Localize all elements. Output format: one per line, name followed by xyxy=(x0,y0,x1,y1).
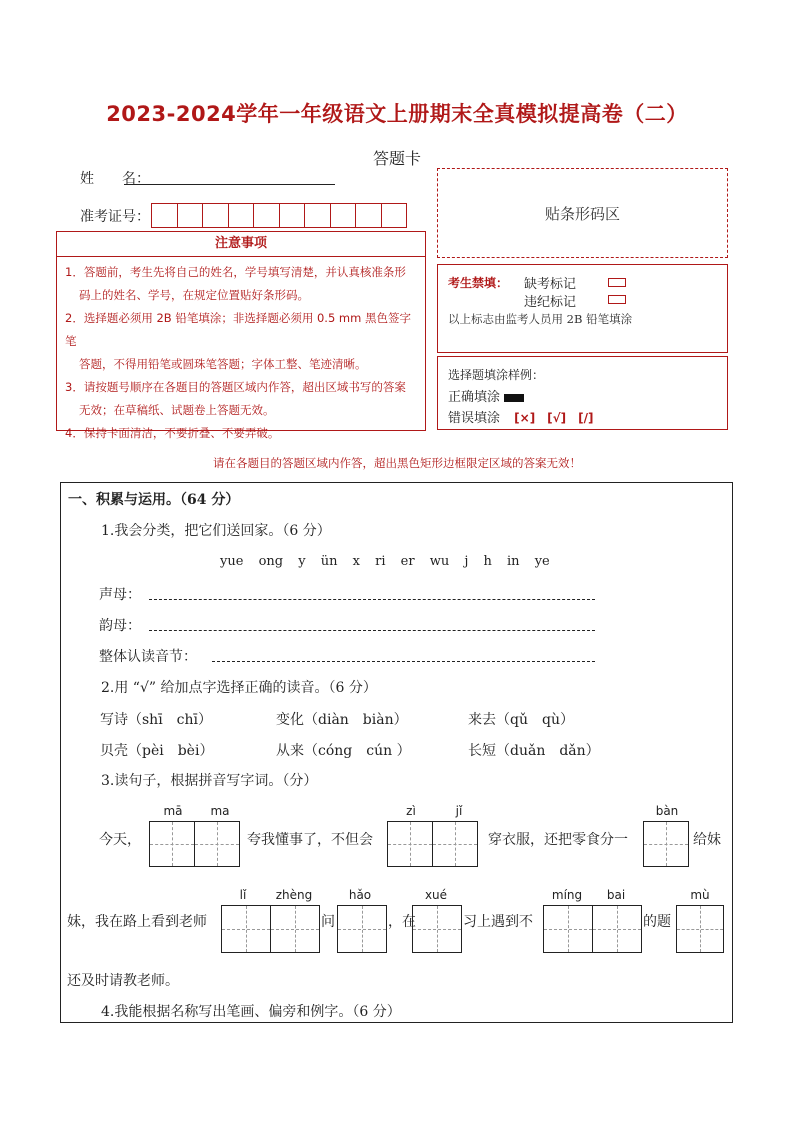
q3-title: 3.读句子，根据拼音写字词。（分） xyxy=(101,773,318,789)
q2-item: 变化（diàn biàn） xyxy=(276,712,408,728)
q3-text: 妹，我在路上看到老师 xyxy=(67,914,207,930)
q4-title: 4.我能根据名称写出笔画、偏旁和例字。（6 分） xyxy=(101,1004,401,1020)
q3-text: 今天， xyxy=(99,832,141,848)
pinyin-label: lǐ xyxy=(239,888,247,902)
yunmu-label: 韵母： xyxy=(99,618,141,634)
notice-item: 1．答题前，考生先将自己的姓名，学号填写清楚，并认真核准条形 码上的姓名、学号，在规定位置贴好条形码。 xyxy=(65,265,406,302)
pinyin-label: bàn xyxy=(655,804,679,818)
section-1-heading: 一、积累与运用。（64 分） xyxy=(68,492,240,508)
q3-text: 的题 xyxy=(643,914,671,930)
char-grid[interactable] xyxy=(221,905,319,953)
answer-card-subtitle: 答题卡 xyxy=(372,149,421,168)
id-label: 准考证号： xyxy=(80,209,150,225)
q1-title: 1.我会分类，把它们送回家。（6 分） xyxy=(101,523,331,539)
pinyin-label: jǐ xyxy=(455,804,463,818)
pinyin-label: mā xyxy=(163,804,183,818)
q2-item: 来去（qǔ qù） xyxy=(468,712,574,728)
q3-text: 给妹 xyxy=(693,832,721,848)
pinyin-label: zhèng xyxy=(275,888,313,902)
tianzige-cell[interactable] xyxy=(387,821,433,867)
tianzige-cell[interactable] xyxy=(149,821,195,867)
tianzige-cell[interactable] xyxy=(432,821,478,867)
correct-fill-label: 正确填涂 xyxy=(448,390,501,405)
tianzige-cell[interactable] xyxy=(592,905,642,953)
char-grid[interactable] xyxy=(149,821,239,867)
zhengti-answer-line[interactable] xyxy=(212,660,595,662)
pinyin-label: ma xyxy=(210,804,230,818)
id-digit-box[interactable] xyxy=(279,203,306,228)
tianzige-cell[interactable] xyxy=(543,905,593,953)
q3-text: 夸我懂事了，不但会 xyxy=(247,832,373,848)
pinyin-label: bai xyxy=(606,888,626,902)
pinyin-label: míng xyxy=(551,888,583,902)
q2-item: 长短（duǎn dǎn） xyxy=(468,743,600,759)
notice-heading: 注意事项 xyxy=(57,232,425,257)
char-grid[interactable] xyxy=(676,905,723,953)
zhengti-label: 整体认读音节： xyxy=(99,649,197,665)
exam-title: 2023-2024学年一年级语文上册期末全真模拟提高卷（二） xyxy=(106,102,688,126)
wrong-fill-label: 错误填涂 xyxy=(448,411,501,426)
notice-box xyxy=(56,231,426,440)
barcode-label: 贴条形码区 xyxy=(544,204,620,223)
pinyin-label: zì xyxy=(406,804,416,818)
char-grid[interactable] xyxy=(643,821,688,867)
q2-item: 贝壳（pèi bèi） xyxy=(100,743,214,759)
banned-label: 考生禁填： xyxy=(448,276,509,290)
fill-sample-box xyxy=(437,356,728,430)
id-digit-box[interactable] xyxy=(151,203,178,228)
tianzige-cell[interactable] xyxy=(194,821,240,867)
shengmu-label: 声母： xyxy=(99,587,141,603)
notice-item: 3．请按题号顺序在各题目的答题区域内作答，超出区域书写的答案 无效；在草稿纸、试题卷上答题无效。 xyxy=(65,380,406,417)
q3-text: 穿衣服，还把零食分一 xyxy=(488,832,628,848)
answer-area-warning: 请在各题目的答题区域内作答，超出黑色矩形边框限定区域的答案无效！ xyxy=(213,456,581,470)
violation-mark-box[interactable] xyxy=(608,295,626,304)
proctor-note: 以上标志由监考人员用 2B 铅笔填涂 xyxy=(448,312,633,326)
name-field[interactable] xyxy=(124,183,335,185)
notice-item: 2．选择题必须用 2B 铅笔填涂；非选择题必须用 0.5 mm 黑色签字笔 答题，不得用铅笔或圆珠笔答题；字体工整、笔迹清晰。 xyxy=(65,311,411,371)
proctor-marks-box xyxy=(437,264,728,353)
exam-id-boxes[interactable] xyxy=(151,203,406,228)
tianzige-cell[interactable] xyxy=(221,905,271,953)
id-digit-box[interactable] xyxy=(304,203,331,228)
char-grid[interactable] xyxy=(543,905,641,953)
id-digit-box[interactable] xyxy=(355,203,382,228)
q2-title: 2.用 “√” 给加点字选择正确的读音。（6 分） xyxy=(101,680,377,696)
q3-text: 习上遇到不 xyxy=(463,914,533,930)
q2-item: 写诗（shī chī） xyxy=(100,712,213,728)
barcode-area xyxy=(437,168,728,258)
pinyin-label: xué xyxy=(424,888,448,902)
id-digit-box[interactable] xyxy=(228,203,255,228)
tianzige-cell[interactable] xyxy=(337,905,387,953)
fill-sample-label: 选择题填涂样例： xyxy=(448,368,545,382)
char-grid[interactable] xyxy=(387,821,477,867)
id-digit-box[interactable] xyxy=(202,203,229,228)
id-digit-box[interactable] xyxy=(381,203,408,228)
id-digit-box[interactable] xyxy=(253,203,280,228)
absent-mark-box[interactable] xyxy=(608,278,626,287)
char-grid[interactable] xyxy=(412,905,461,953)
tianzige-cell[interactable] xyxy=(676,905,724,953)
char-grid[interactable] xyxy=(337,905,386,953)
tianzige-cell[interactable] xyxy=(643,821,689,867)
pinyin-label: hǎo xyxy=(348,888,372,902)
notice-item: 4．保持卡面清洁，不要折叠、不要弄破。 xyxy=(65,426,280,440)
tianzige-cell[interactable] xyxy=(412,905,462,953)
name-label: 姓 名： xyxy=(80,171,150,187)
shengmu-answer-line[interactable] xyxy=(149,598,595,600)
yunmu-answer-line[interactable] xyxy=(149,629,595,631)
pinyin-label: mù xyxy=(690,888,710,902)
absent-label: 缺考标记 xyxy=(524,277,577,292)
q1-syllables: yue ong y ün x ri er wu j h in ye xyxy=(220,554,550,569)
q2-item: 从来（cóng cún ） xyxy=(276,743,411,759)
violation-label: 违纪标记 xyxy=(524,295,577,310)
q3-text: 问 xyxy=(321,914,335,930)
filled-mark xyxy=(504,394,524,402)
q3-text: 还及时请教老师。 xyxy=(67,973,179,989)
tianzige-cell[interactable] xyxy=(270,905,320,953)
id-digit-box[interactable] xyxy=(177,203,204,228)
id-digit-box[interactable] xyxy=(330,203,357,228)
q3-text: ，在 xyxy=(388,914,416,930)
wrong-fill-marks: [×] [√] [/] xyxy=(514,411,594,425)
